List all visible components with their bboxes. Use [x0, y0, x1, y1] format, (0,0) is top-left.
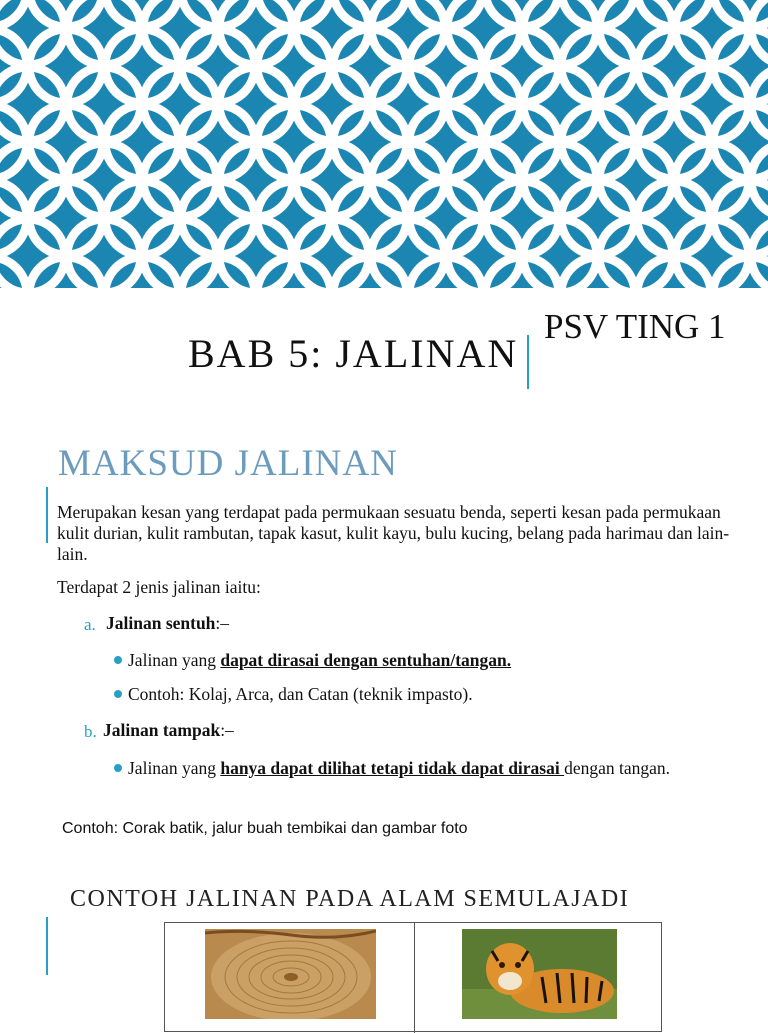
definition-paragraph: Merupakan kesan yang terdapat pada permukaan sesuatu benda, seperti kesan pada permukaan kulit durian, kulit rambutan, tapak kasut, kulit kayu, bulu kucing, belang pada harimau dan lain-lain. — [57, 502, 730, 564]
wood-cross-section-photo — [205, 929, 376, 1019]
bullet-dot-icon — [114, 690, 122, 698]
section-heading-maksud: MAKSUD JALINAN — [58, 443, 398, 484]
list-item — [114, 647, 511, 674]
bullet-text-end: dengan tangan. — [564, 758, 671, 778]
bullet-emphasis: hanya dapat dilihat tetapi tidak dapat dirasai — [220, 758, 565, 778]
table-divider — [414, 923, 415, 1033]
bullet-text: Jalinan yang — [128, 650, 221, 670]
type-b-label: Jalinan tampak — [103, 720, 221, 740]
bullet-text: Jalinan yang — [128, 758, 221, 778]
type-a-label: Jalinan sentuh — [106, 613, 216, 633]
list-item — [114, 681, 473, 708]
type-a-suffix: :– — [215, 613, 230, 633]
bullet-text: Contoh: Kolaj, Arca, dan Catan (teknik impasto). — [128, 684, 473, 704]
title-divider — [527, 335, 529, 389]
accent-bar — [46, 487, 48, 543]
bullet-emphasis: dapat dirasai dengan sentuhan/tangan. — [220, 650, 512, 670]
accent-bar — [46, 917, 48, 975]
list-item — [114, 755, 714, 782]
course-label: PSV TING 1 — [544, 307, 726, 346]
tiger-photo — [462, 929, 617, 1019]
slide-title: BAB 5: JALINAN — [188, 331, 519, 376]
type-b-heading — [103, 720, 234, 741]
type-b-suffix: :– — [220, 720, 234, 740]
type-a-heading — [106, 613, 229, 634]
bullet-dot-icon — [114, 656, 122, 664]
section-heading-contoh: CONTOH JALINAN PADA ALAM SEMULAJADI — [70, 886, 630, 912]
types-intro: Terdapat 2 jenis jalinan iaitu: — [57, 577, 261, 597]
bullet-dot-icon — [114, 764, 122, 772]
decorative-pattern-banner — [0, 0, 768, 288]
example-line: Contoh: Corak batik, jalur buah tembikai dan gambar foto — [62, 820, 468, 837]
photo-table — [164, 922, 662, 1032]
list-marker-a: a. — [84, 615, 96, 634]
list-marker-b: b. — [84, 722, 97, 741]
